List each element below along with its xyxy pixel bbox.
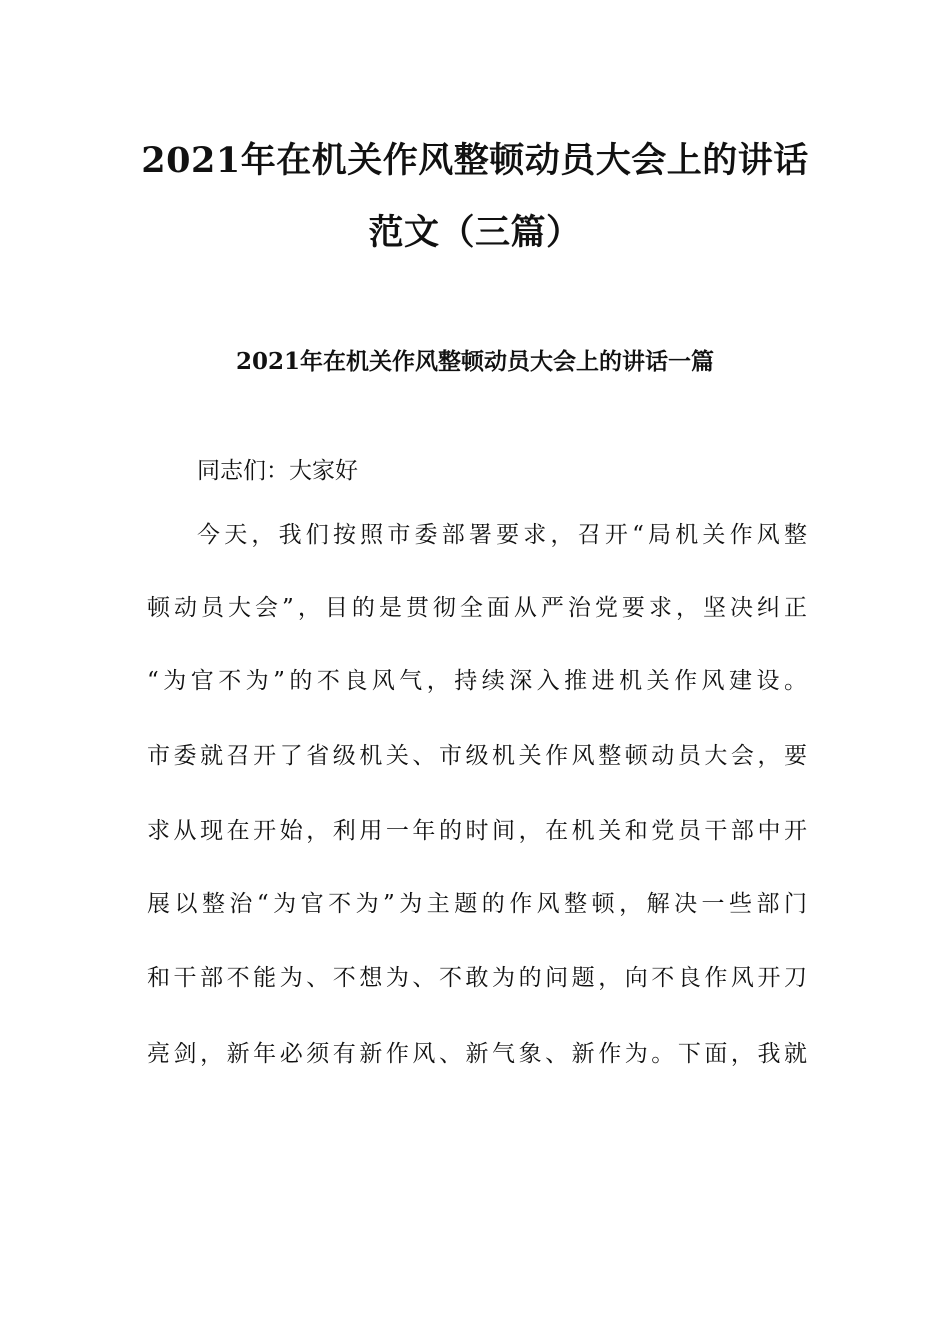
paragraph-line: 展以整治“为官不为”为主题的作风整顿，解决一些部门 <box>147 891 807 917</box>
greeting-line: 同志们：大家好 <box>197 458 358 484</box>
paragraph-line: 今天，我们按照市委部署要求，召开“局机关作风整 <box>197 522 807 548</box>
paragraph-line: 求从现在开始，利用一年的时间，在机关和党员干部中开 <box>147 818 807 844</box>
paragraph-line: “为官不为”的不良风气，持续深入推进机关作风建设。 <box>147 668 807 694</box>
document-title-line-1: 2021年在机关作风整顿动员大会上的讲话 <box>141 140 809 181</box>
paragraph-line: 顿动员大会”，目的是贯彻全面从严治党要求，坚决纠正 <box>147 595 807 621</box>
paragraph-line: 亮剑，新年必须有新作风、新气象、新作为。下面，我就 <box>147 1041 807 1067</box>
document-title-line-2: 范文（三篇） <box>368 212 582 253</box>
section-heading: 2021年在机关作风整顿动员大会上的讲话一篇 <box>235 348 714 375</box>
paragraph-line: 和干部不能为、不想为、不敢为的问题，向不良作风开刀 <box>147 965 807 991</box>
paragraph-line: 市委就召开了省级机关、市级机关作风整顿动员大会，要 <box>147 743 807 769</box>
